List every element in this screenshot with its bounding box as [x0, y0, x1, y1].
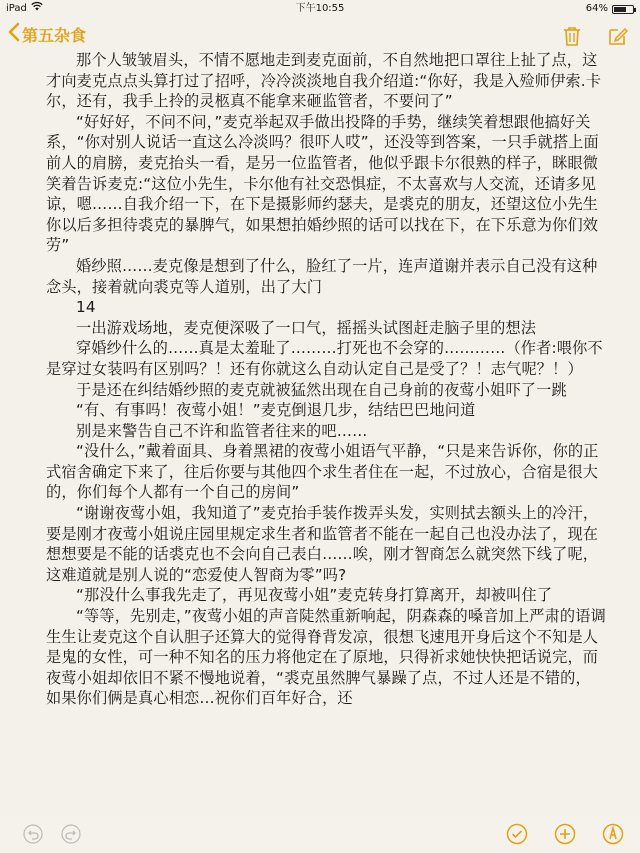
- note-paragraph: “没什么，”戴着面具、身着黑裙的夜莺小姐语气平静，“只是来告诉你，你的正式宿舍确定下来了，往后你要与其他四个求生者住在一起，不过放心，合宿是很大的，你们每个人都有一个自己的房间”: [46, 442, 599, 502]
- status-right: [586, 0, 634, 18]
- status-time: 下午10:55: [295, 3, 345, 14]
- note-paragraph: 那个人皱皱眉头，不情不愿地走到麦克面前，不自然地把口罩往上扯了点，这才向麦克点点头算打过了招呼，冷冷淡淡地自我介绍道:“你好，我是入殓师伊索.卡尔，还有，我手上拎的灵柩真不能拿来砸监管者，不要问了”: [46, 51, 602, 111]
- note-paragraph: “那没什么事我先走了，再见夜莺小姐”麦克转身打算离开，却被叫住了: [76, 586, 553, 605]
- compose-icon[interactable]: [606, 24, 630, 48]
- note-paragraph: 14: [76, 298, 96, 317]
- note-body[interactable]: [46, 50, 606, 709]
- markup-icon[interactable]: [602, 823, 624, 845]
- note-paragraph: 别是来警告自己不许和监管者往来的吧……: [76, 421, 368, 440]
- battery-icon: [612, 5, 634, 14]
- toolbar-right: [506, 823, 624, 845]
- status-bar: [0, 0, 640, 18]
- note-paragraph: 一出游戏场地，麦克便深吸了一口气，摇摇头试图赶走脑子里的想法: [76, 318, 537, 337]
- back-button[interactable]: [8, 22, 86, 47]
- note-paragraph: 穿婚纱什么的……真是太羞耻了………打死也不会穿的…………（作者:喂你不是穿过女装吗有区别吗？！还有你就这么自动认定自己是受了？！志气呢？！）: [46, 339, 603, 378]
- note-paragraph: 于是还在纠结婚纱照的麦克就被猛然出现在自己身前的夜莺小姐吓了一跳: [76, 380, 567, 399]
- redo-icon[interactable]: [60, 823, 82, 845]
- note-paragraph: “等等，先别走，”夜莺小姐的声音陡然重新响起，阴森森的嗓音加上严肃的语调生生让麦克这个自认胆子还算大的觉得脊背发凉，很想飞速甩开身后这个不知是人是鬼的女性，可一种不知名的压力将他定在了原地，只得祈求她快快把话说完，而夜莺小姐却依旧不紧不慢地说着，“裘克虽然脾气暴躁了点，不过人还是不错的，如果你们俩是真心相恋…祝你们百年好合，还: [46, 607, 606, 708]
- back-button-label: 第五杂食: [22, 26, 87, 45]
- trash-icon[interactable]: [560, 24, 584, 48]
- battery-percent: 64%: [585, 3, 608, 14]
- note-paragraph: “好好好，不问不问，”麦克举起双手做出投降的手势，继续笑着想跟他搞好关系，“你对别人说话一直这么冷淡吗？很吓人哎”，还没等到答案，一只手就搭上面前人的肩膀，麦克抬头一看，是另一位监管者，他似乎跟卡尔很熟的样子，眯眼微笑着告诉麦克:“这位小先生，卡尔他有社交恐惧症，不太喜欢与人交流，还请多见谅，嗯……自我介绍一下，在下是摄影师约瑟夫，是裘克的朋友，还望这位小先生你以后多担待裘克的暴脾气，如果想拍婚纱照的话可以找在下，在下乐意为你们效劳”: [46, 112, 599, 255]
- nav-actions: [560, 24, 630, 48]
- undo-icon[interactable]: [22, 823, 44, 845]
- note-paragraph: “有、有事吗！夜莺小姐！”麦克倒退几步，结结巴巴地问道: [76, 401, 476, 420]
- add-icon[interactable]: [554, 823, 576, 845]
- note-paragraph: 婚纱照……麦克像是想到了什么，脸红了一片，连声道谢并表示自己没有这种念头，接着就向裘克等人道别，出了大门: [46, 256, 598, 296]
- bottom-toolbar: [0, 815, 640, 853]
- chevron-left-icon: [8, 22, 20, 47]
- nav-bar: [0, 18, 640, 52]
- toolbar-left: [22, 823, 82, 845]
- checklist-icon[interactable]: [506, 823, 528, 845]
- note-paragraph: “谢谢夜莺小姐，我知道了”麦克抬手装作拨弄头发，实则拭去额头上的冷汗，要是刚才夜莺小姐说庄园里规定求生者和监管者不能在一起自己也没办法了，现在想想要是不能的话裘克也不会向自己表白……唉，刚才智商怎么就突然下线了呢，这难道就是别人说的“恋爱使人智商为零”吗?: [46, 504, 599, 584]
- device-name: iPad: [6, 3, 27, 14]
